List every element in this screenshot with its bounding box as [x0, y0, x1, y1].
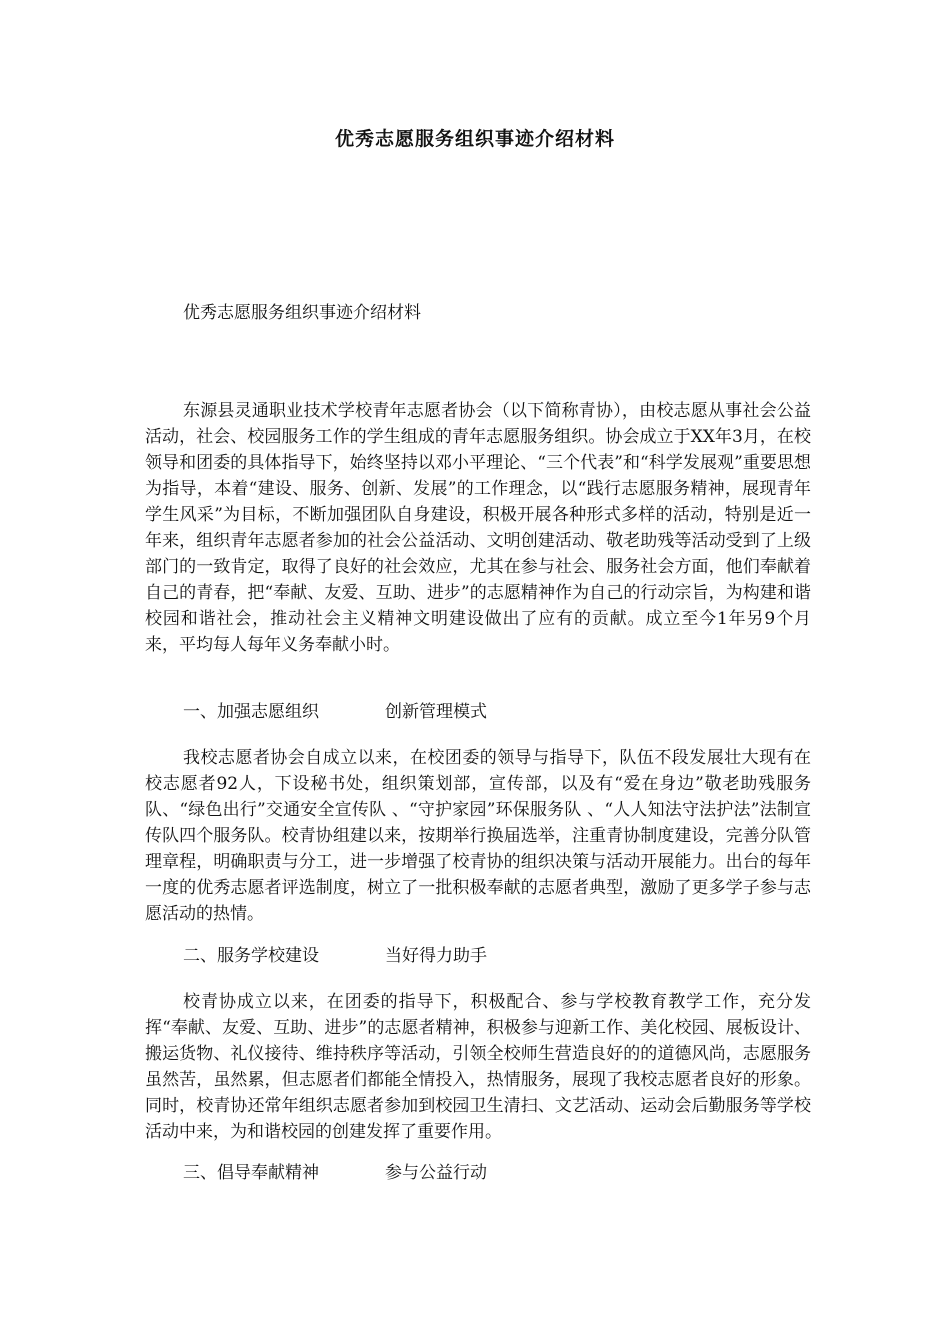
section-heading-1-right: 创新管理模式	[385, 702, 487, 722]
section-heading-3-left: 三、倡导奉献精神	[183, 1163, 319, 1183]
section-heading-3	[183, 1158, 487, 1183]
section-heading-1-left: 一、加强志愿组织	[183, 702, 319, 722]
section-heading-3-right: 参与公益行动	[385, 1163, 487, 1183]
section-2-paragraph: 校青协成立以来，在团委的指导下，积极配合、参与学校教育教学工作，充分发挥“奉献、友爱、互助、进步”的志愿者精神，积极参与迎新工作、美化校园、展板设计、搬运货物、礼仪接待、维持秩序等活动，引领全校师生营造良好的的道德风尚，志愿服务虽然苦，虽然累，但志愿者们都能全情投入，热情服务，展现了我校志愿者良好的形象。同时，校青协还常年组织志愿者参加到校园卫生清扫、文艺活动、运动会后勤服务等学校活动中来，为和谐校园的创建发挥了重要作用。	[145, 992, 811, 1142]
section-heading-2	[183, 941, 487, 966]
section-1-paragraph: 我校志愿者协会自成立以来，在校团委的领导与指导下，队伍不段发展壮大现有在校志愿者92人，下设秘书处，组织策划部，宣传部，以及有“爱在身边”敬老助残服务队、“绿色出行”交通安全宣传队 、“守护家园”环保服务队 、“人人知法守法护法”法制宣传队四个服务队。校青协组建以来，按期举行换届选举，注重青协制度建设，完善分队管理章程，明确职责与分工，进一步增强了校青协的组织决策与活动开展能力。出台的每年一度的优秀志愿者评选制度，树立了一批积极奉献的志愿者典型，激励了更多学子参与志愿活动的热情。	[145, 748, 811, 924]
document-title: 优秀志愿服务组织事迹介绍材料	[334, 128, 615, 150]
section-heading-2-right: 当好得力助手	[385, 946, 487, 966]
document-subtitle: 优秀志愿服务组织事迹介绍材料	[183, 303, 421, 323]
intro-paragraph: 东源县灵通职业技术学校青年志愿者协会（以下简称青协），由校志愿从事社会公益活动，社会、校园服务工作的学生组成的青年志愿服务组织。协会成立于XX年3月，在校领导和团委的具体指导下，始终坚持以邓小平理论、“三个代表”和“科学发展观”重要思想为指导，本着“建设、服务、创新、发展”的工作理念，以“践行志愿服务精神，展现青年学生风采”为目标，不断加强团队自身建设，积极开展各种形式多样的活动，特别是近一年来，组织青年志愿者参加的社会公益活动、文明创建活动、敬老助残等活动受到了上级部门的一致肯定，取得了良好的社会效应，尤其在参与社会、服务社会方面，他们奉献着自己的青春，把“奉献、友爱、互助、进步”的志愿精神作为自己的行动宗旨，为构建和谐校园和谐社会，推动社会主义精神文明建设做出了应有的贡献。成立至今1年另9个月来，平均每人每年义务奉献小时。	[145, 401, 811, 655]
section-heading-1	[183, 697, 487, 722]
section-heading-2-left: 二、服务学校建设	[183, 946, 319, 966]
